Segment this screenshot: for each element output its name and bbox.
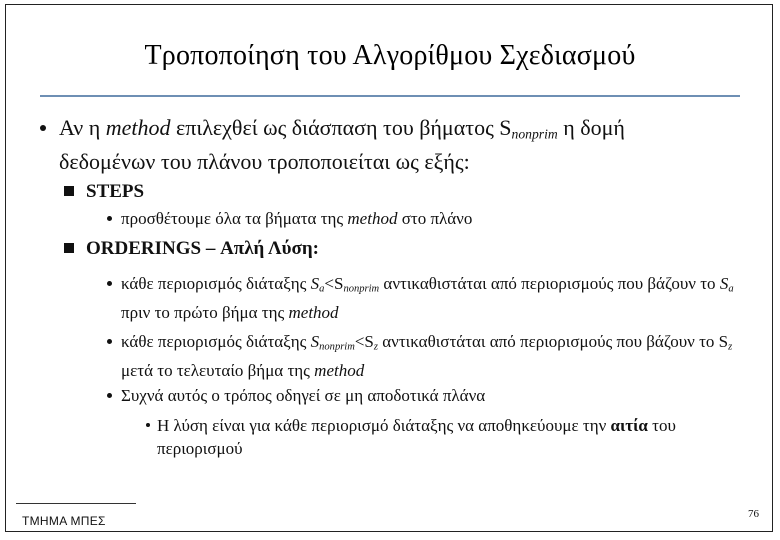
emphasis-term: αιτία xyxy=(610,416,648,435)
text-run: πριν το πρώτο βήμα της xyxy=(121,302,289,322)
orderings-heading-item xyxy=(64,237,319,261)
subscript: a xyxy=(728,283,734,295)
subscript: nonprim xyxy=(319,341,355,353)
orderings-heading: ORDERINGS – Απλή Λύση: xyxy=(86,238,319,259)
round-bullet-icon xyxy=(107,393,112,398)
text-run: <S xyxy=(354,332,374,351)
text-run: κάθε περιορισμός διάταξης xyxy=(121,332,311,351)
footer-divider xyxy=(16,503,136,504)
text-run: <S xyxy=(324,274,344,293)
subscript: nonprim xyxy=(511,126,558,142)
orderings-item-2-text xyxy=(121,330,747,382)
page-number: 76 xyxy=(748,508,759,520)
round-bullet-icon xyxy=(107,216,112,221)
steps-item-text xyxy=(121,207,747,230)
steps-item xyxy=(107,207,747,230)
method-term: method xyxy=(105,115,171,140)
text-run: προσθέτουμε όλα τα βήματα της xyxy=(121,209,348,228)
subscript: z xyxy=(373,341,378,353)
orderings-item-3-text: Συχνά αυτός ο τρόπος οδηγεί σε μη αποδοτικά πλάνα xyxy=(121,386,486,405)
orderings-sub-item-text xyxy=(157,414,746,460)
text-run: αντικαθιστάται από περιορισμούς που βάζουν το S xyxy=(378,332,729,351)
method-term: method xyxy=(288,302,339,322)
method-term: method xyxy=(314,360,365,380)
orderings-item-2 xyxy=(107,330,747,382)
step-symbol: S xyxy=(310,332,320,351)
square-bullet-icon xyxy=(64,243,74,253)
orderings-item-1 xyxy=(107,272,747,324)
subscript: nonprim xyxy=(343,283,380,295)
title-divider xyxy=(40,95,740,97)
text-run: του περιορισμού xyxy=(157,416,676,458)
text-run: κάθε περιορισμός διάταξης xyxy=(121,274,311,293)
subscript: a xyxy=(319,283,325,295)
orderings-item-1-text xyxy=(121,272,747,324)
text-run: στο πλάνο xyxy=(397,209,473,228)
steps-heading-item xyxy=(64,180,144,204)
steps-heading: STEPS xyxy=(86,181,145,202)
orderings-item-3 xyxy=(107,384,747,407)
round-bullet-icon xyxy=(40,125,46,131)
square-bullet-icon xyxy=(64,186,74,196)
round-bullet-icon xyxy=(107,281,112,286)
round-bullet-icon xyxy=(146,423,150,427)
text-run: επιλεχθεί ως διάσπαση του βήματος S xyxy=(170,115,512,140)
subscript: z xyxy=(728,341,733,353)
step-symbol: S xyxy=(719,274,729,293)
text-run: η δομή δεδομένων του πλάνου τροποποιείται ως εξής: xyxy=(59,115,625,175)
main-bullet xyxy=(40,114,720,176)
round-bullet-icon xyxy=(107,339,112,344)
text-run: αντικαθιστάται από περιορισμούς που βάζουν το xyxy=(379,274,720,293)
text-run: Αν η xyxy=(59,115,106,140)
footer-text: ΤΜΗΜΑ ΜΠΕΣ xyxy=(22,514,106,528)
slide-title: Τροποποίηση του Αλγορίθμου Σχεδιασμού xyxy=(144,40,636,71)
method-term: method xyxy=(347,209,398,228)
step-symbol: S xyxy=(310,274,320,293)
main-bullet-text xyxy=(59,114,720,176)
orderings-sub-item xyxy=(136,414,746,460)
text-run: μετά το τελευταίο βήμα της xyxy=(121,360,315,380)
text-run: Η λύση είναι για κάθε περιορισμό διάταξης να αποθηκεύουμε την xyxy=(157,416,611,435)
